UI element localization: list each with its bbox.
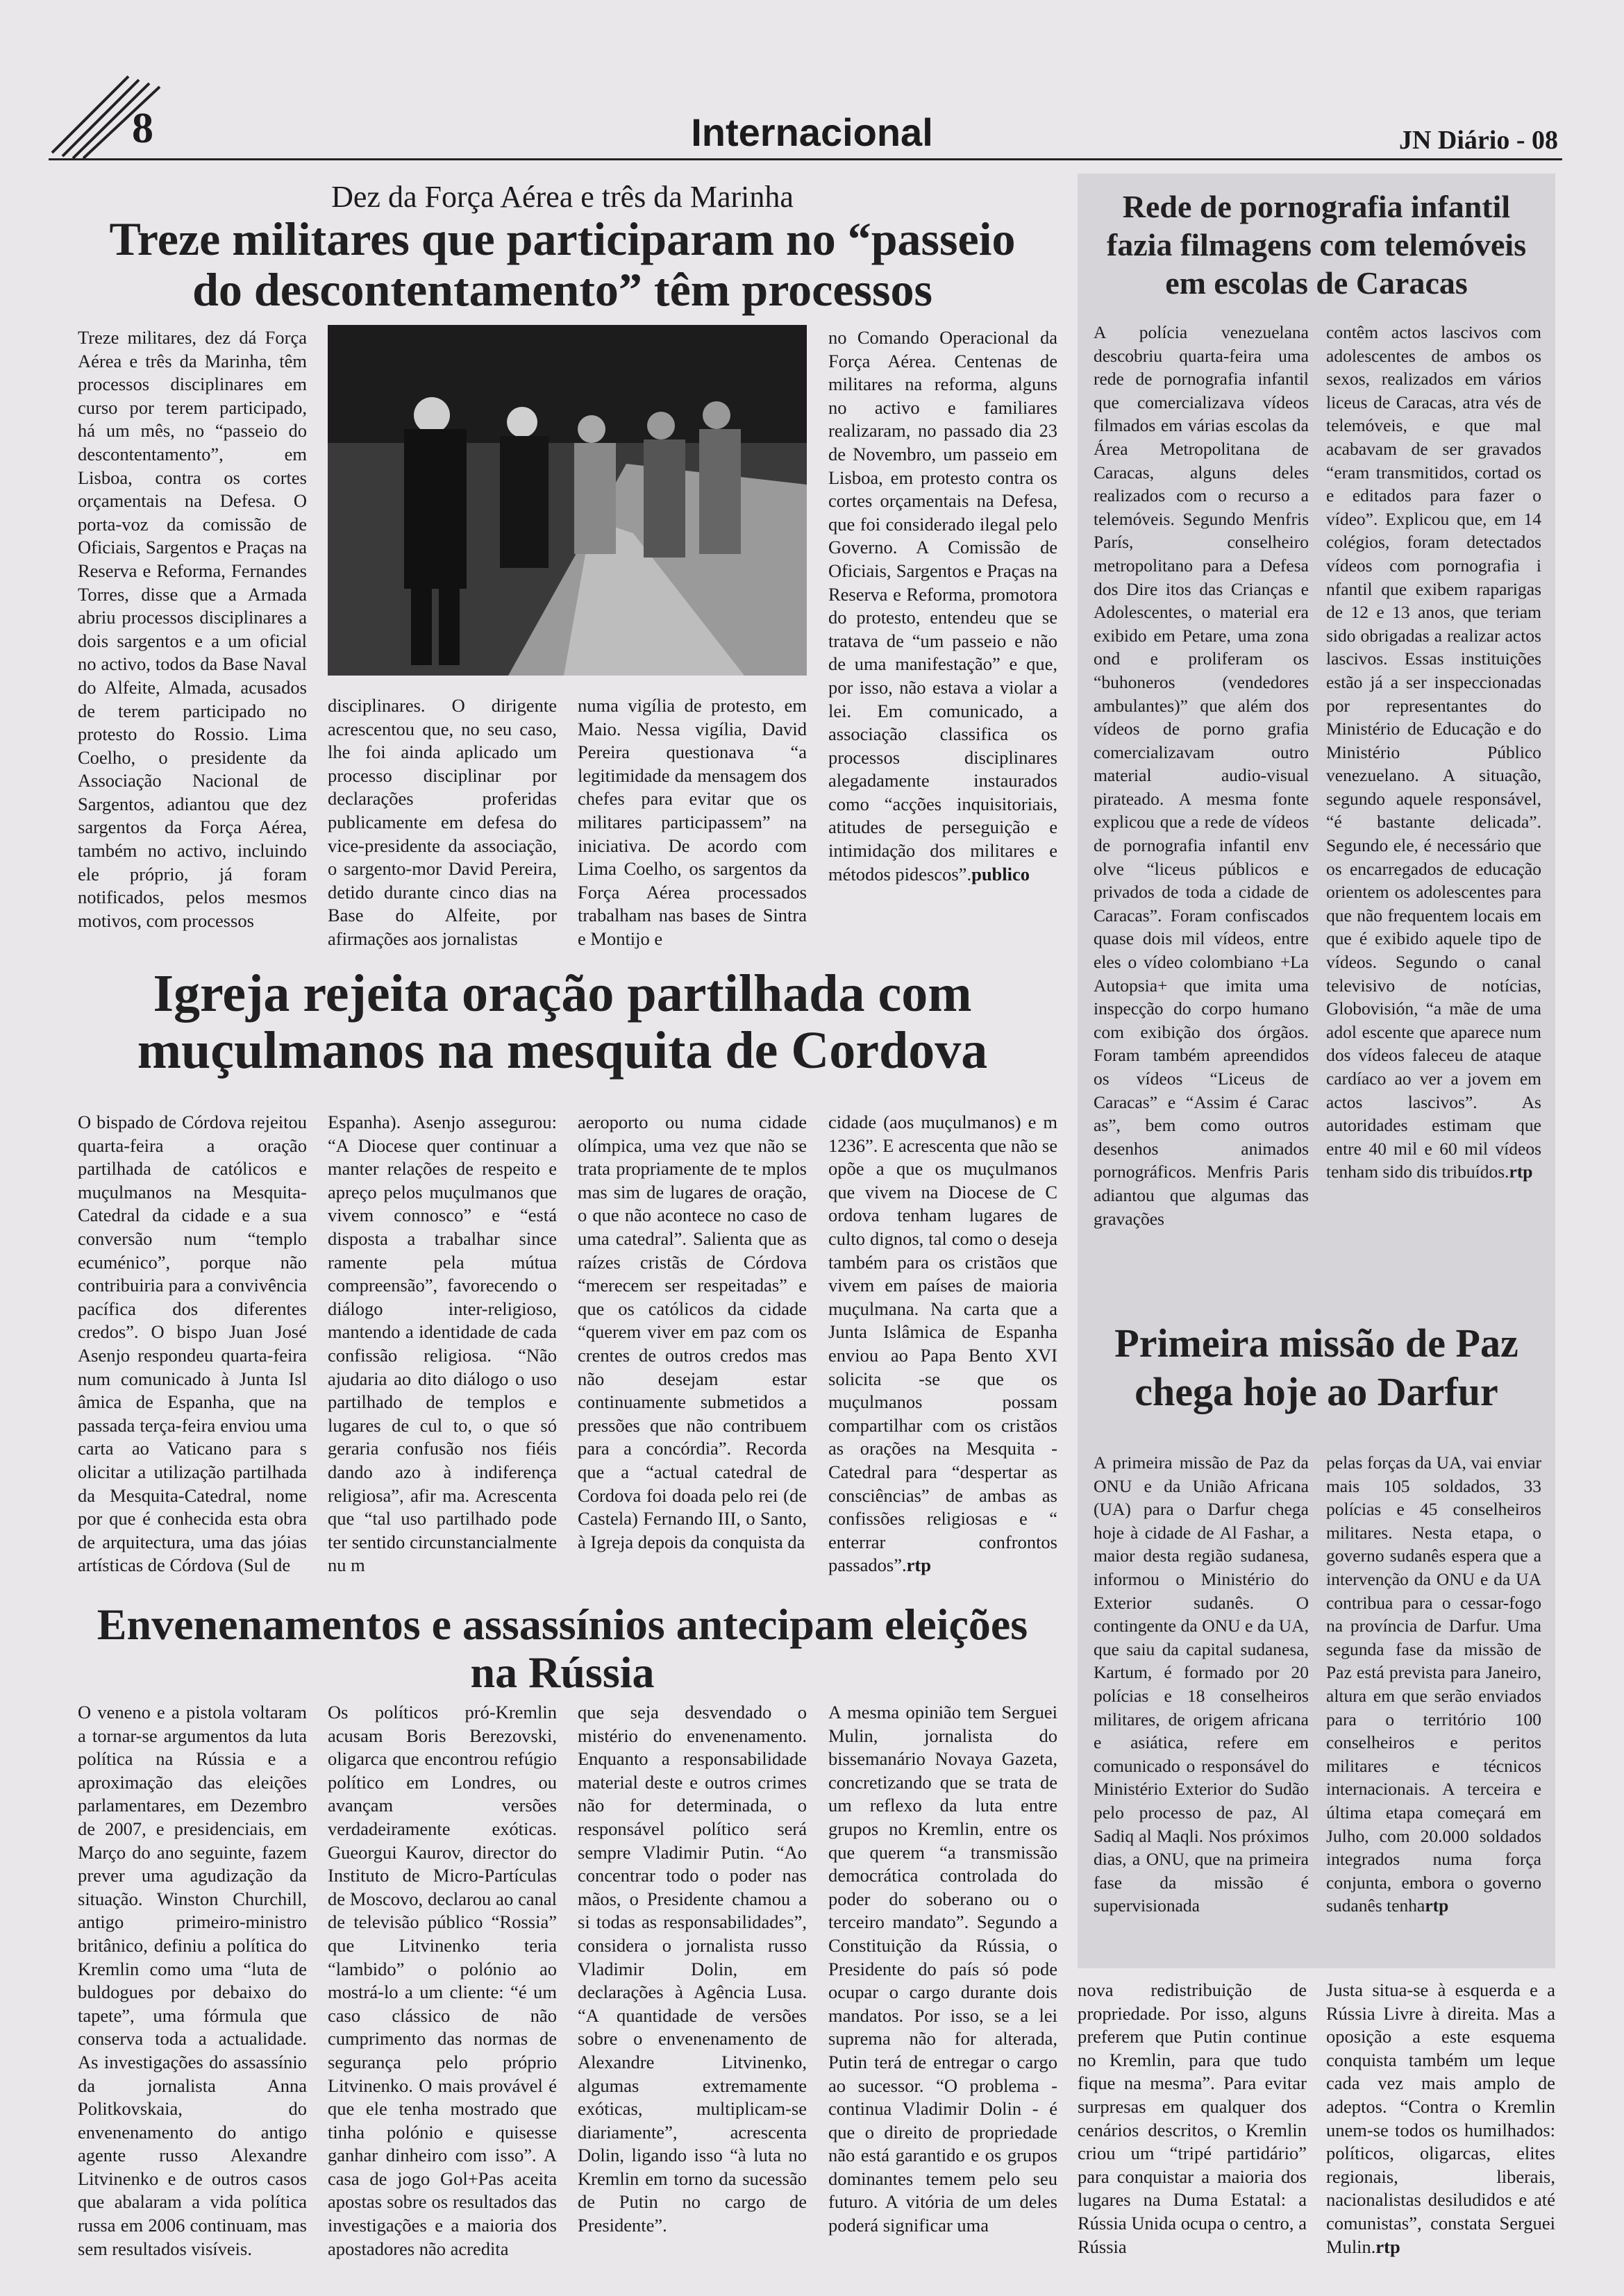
sidebar1-source: rtp (1509, 1162, 1533, 1182)
publication-info: JN Diário - 08 (1398, 126, 1558, 155)
article2-col1: O bispado de Córdova rejeitou quarta-feira a oração partilhada de católicos e muçulmanos na Mesquita-Catedral da cidade e a sua conversão num “templo ecuménico”, porque não contribuiria para a convivência pacífica dos diferentes credos”. O bispo Juan José Asenjo respondeu quarta-feira num comunicado à Junta Isl âmica de Espanha, que na passada terça-feira enviou uma carta ao Vaticano para s olicitar a utilização partilhada da Mesquita-Catedral, nome por que é conhecida esta obra de arquitectura, uma das jóias artísticas de Córdova (Sul de (78, 1112, 307, 1576)
sidebar2-col1: A primeira missão de Paz da ONU e da União Africana (UA) para o Darfur chega hoje à cidade de Al Fashar, a maior desta região sudanesa, informou o Ministério do Exterior sudanês. O contingente da ONU e da UA, que saiu da capital sudanesa, Kartum, é formado por 20 polícias e 18 conselheiros militares, de origem africana e asiática, refere em comunicado o responsável do Ministério Exterior do Sudão pelo processo de paz, Al Sadiq al Maqli. Nos próximos dias, a ONU, que na primeira fase da missão é supervisionada (1094, 1452, 1309, 1916)
article3-source: rtp (1375, 2236, 1400, 2257)
sidebar1-headline: Rede de pornografia infantil fazia filmagens com telemóveis em escolas de Caracas (1106, 189, 1527, 301)
article1-kicker: Dez da Força Aérea e três da Marinha (331, 180, 794, 214)
sidebar2-source: rtp (1425, 1895, 1449, 1916)
article3-headline: Envenenamentos e assassínios antecipam eleições na Rússia (97, 1600, 1028, 1698)
article1-source: publico (971, 863, 1030, 885)
article3-col3: que seja desvendado o mistério do envenenamento. Enquanto a responsabilidade material deste e outros crimes não for determinada, o responsável político será sempre Vladimir Putin. “Ao concentrar todo o poder nas mãos, o Presidente chamou a si todas as responsabilidades”, considera o jornalista russo Vladimir Dolin, em declarações à Agência Lusa. “A quantidade de versões sobre o envenenamento de Alexandre Litvinenko, algumas extremamente exóticas, multiplicam-se diariamente”, acrescenta Dolin, ligando isso “à luta no Kremlin em torno da sucessão de Putin no cargo de Presidente”. (578, 1702, 807, 2236)
article3-col4: A mesma opinião tem Serguei Mulin, jornalista do bissemanário Novaya Gazeta, concretizando que se trata de um reflexo da luta entre grupos no Kremlin, entre os que querem “a transmissão democrática controlada do poder do soberano ou o terceiro mandato”. Segundo a Constituição da Rússia, o Presidente do país só pode ocupar o cargo durante dois mandatos. Por isso, se a lei suprema não for alterada, Putin terá de entregar o cargo ao sucessor. “O problema - continua Vladimir Dolin - é que o direito de propriedade não está garantido e os grupos dominantes temem pelo seu futuro. A vitória de um deles poderá significar uma (828, 1702, 1057, 2236)
article1-headline: Treze militares que participaram no “passeio do descontentamento” têm processos (109, 212, 1016, 317)
article2-col4: cidade (aos muçulmanos) e m 1236”. E acrescenta que não se opõe a que os muçulmanos que vivem na Diocese de C ordova tenham lugares de culto dignos, tal como o deseja também para os cristãos que vivem em países de maioria muçulmana. Na carta que a Junta Islâmica de Espanha enviou ao Papa Bento XVI solicita -se que os muçulmanos possam compartilhar com os cristãos as orações na Mesquita - Catedral para “despertar as consciências” de ambas as confissões religiosas e “ enterrar confrontos passados”.rtp (828, 1112, 1057, 1576)
article2-headline: Igreja rejeita oração partilhada com muçulmanos na mesquita de Cordova (137, 964, 988, 1080)
article3-col2: Os políticos pró-Kremlin acusam Boris Berezovski, oligarca que encontrou refúgio político em Londres, ou avançam versões verdadeiramente exóticas. Gueorgui Kaurov, director do Instituto de Micro-Partículas de Moscovo, declarou ao canal de televisão público “Rossia” que Litvinenko teria “lambido” o polónio ao mostrá-lo a um cliente: “é um caso clássico de não cumprimento das normas de segurança pelo próprio Litvinenko. O mais provável é que ele tenha mostrado que tinha polónio e quisesse ganhar dinheiro com isso”. A casa de jogo Gol+Pas aceita apostas sobre os resultados das investigações e a maioria dos apostadores não acredita (328, 1702, 557, 2259)
article3-col6: Justa situa-se à esquerda e a Rússia Livre à direita. Mas a oposição a este esquema conquista também um leque cada vez mais amplo de adeptos. “Contra o Kremlin unem-se todos os humilhados: políticos, oligarcas, elites regionais, liberais, nacionalistas desiludidos e até comunistas”, constata Serguei Mulin.rtp (1326, 1979, 1555, 2257)
article3-col5: nova redistribuição de propriedade. Por isso, alguns preferem que Putin continue no Kremlin, para que tudo fique na mesma”. Para evitar surpresas em qualquer dos cenários descritos, o Kremlin criou um “tripé partidário” para conquistar a maioria dos lugares na Duma Estatal: a Rússia Unida ocupa o centro, a Rússia (1078, 1979, 1307, 2257)
article2-col3: aeroporto ou numa cidade olímpica, uma vez que não se trata propriamente de te mplos mas sim de lugares de oração, o que não acontece no caso de uma catedral”. Salienta que as raízes cristãs de Córdova “merecem ser respeitadas” e que os católicos da cidade “querem viver em paz com os crentes de outros credos mas não desejam estar continuamente submetidos a pressões que não contribuem para a concórdia”. Recorda que a “actual catedral de Cordova foi doada pelo rei (de Castela) Fernando III, o Santo, à Igreja depois da conquista da (578, 1112, 807, 1552)
page-number: 8 (132, 105, 153, 152)
article2-col2: Espanha). Asenjo assegurou: “A Diocese quer continuar a manter relações de respeito e apreço pelos muçulmanos que vivem connosco” e “está disposta a trabalhar since ramente pela mútua compreensão”, favorecendo o diálogo inter-religioso, mantendo a identidade de cada confissão religiosa. “Não ajudaria ao dito diálogo o uso partilhado de templos e lugares de cul to, o que só geraria confusão nos fiéis dando azo à indiferença religiosa”, afir ma. Acrescenta que “tal uso partilhado pode ter sentido circunstancialmente nu m (328, 1112, 557, 1576)
sidebar2-headline: Primeira missão de Paz chega hoje ao Darfur (1114, 1321, 1518, 1414)
article1-photo (328, 325, 807, 676)
article1-col1: Treze militares, dez dá Força Aérea e três da Marinha, têm processos disciplinares em curso por terem participado, há um mês, no “passeio do descontentamento”, em Lisboa, contra os cortes orçamentais na Defesa. O porta-voz da comissão de Oficiais, Sargentos e Praças na Reserva e Reforma, Fernandes Torres, disse que a Armada abriu processos disciplinares a dois sargentos e a um oficial no activo, todos da Base Naval do Alfeite, Almada, acusados de terem participado no protesto do Rossio. Lima Coelho, o presidente da Associação Nacional de Sargentos, adiantou que dez sargentos da Força Aérea, também no activo, incluindo ele próprio, já foram notificados, pelos mesmos motivos, com processos (78, 327, 307, 931)
article1-col3: numa vigília de protesto, em Maio. Nessa vigília, David Pereira questionava “a legitimidade da mensagem dos chefes para evitar que os militares participassem” na iniciativa. De acordo com Lima Coelho, os sargentos da Força Aérea processados trabalham nas bases de Sintra e Montijo e (578, 695, 807, 949)
sidebar1-col2: contêm actos lascivos com adolescentes de ambos os sexos, realizados em vários liceus de Caracas, atra vés de telemóveis, e que mal acabavam de ser gravados “eram transmitidos, cortad os e editados para fazer o vídeo”. Explicou que, em 14 colégios, foram detectados vídeos com pornografia i nfantil que exibem raparigas de 12 e 13 anos, que teriam sido obrigadas a realizar actos lascivos. Essas instituições estão já a ser inspeccionadas por representantes do Ministério de Educação e do Ministério Público venezuelano. A situação, segundo aquele responsável, “é bastante delicada”. Segundo ele, é necessário que os encarregados de educação orientem os adolescentes para que não frequentem locais em que é exibido aquele tipo de vídeos. Segundo o canal televisivo de notícias, Globovisión, “a mãe de uma adol escente que aparece num dos vídeos faleceu de ataque cardíaco ao ver a jovem em actos lascivos”. As autoridades estimam que entre 40 mil e 60 mil vídeos tenham sido dis tribuídos.rtp (1326, 322, 1541, 1182)
article1-col4: no Comando Operacional da Força Aérea. Centenas de militares na reforma, alguns no activo e familiares realizaram, no passado dia 23 de Novembro, um passeio em Lisboa, em protesto contra os cortes orçamentais na Defesa, que foi considerado ilegal pelo Governo. A Comissão de Oficiais, Sargentos e Praças na Reserva e Reforma, promotora do protesto, entendeu que se tratava de “um passeio e não de uma manifestação” e que, por isso, não estava a violar a lei. Em comunicado, a associação classifica os processos disciplinares alegadamente instaurados como “acções inquisitoriais, atitudes de perseguição e intimidação dos militares e métodos pidescos”.publico (828, 327, 1057, 885)
sidebar2-col2: pelas forças da UA, vai enviar mais 105 soldados, 33 polícias e 45 conselheiros militares. Nesta etapa, o governo sudanês espera que a intervenção da ONU e da UA contribua para o cessar-fogo na província de Darfur. Uma segunda fase da missão de Paz está prevista para Janeiro, altura em que serão enviados para o território 100 conselheiros e peritos militares e técnicos internacionais. A terceira e última etapa começará em Julho, com 20.000 soldados integrados numa força conjunta, embora o governo sudanês tenhartp (1326, 1452, 1541, 1916)
sidebar1-col1: A polícia venezuelana descobriu quarta-feira uma rede de pornografia infantil que comercializava vídeos filmados em várias escolas da Área Metropolitana de Caracas, alguns deles realizados com o recurso a telemóveis. Segundo Menfris París, conselheiro metropolitano para a Defesa dos Dire itos das Crianças e Adolescentes, o material era exibido em Petare, uma zona ond e proliferam os “buhoneros (vendedores ambulantes)” que além dos vídeos de porno grafia comercializavam outro material audio-visual pirateado. A mesma fonte explicou que a rede de vídeos de pornografia infantil env olve “liceus públicos e privados de toda a cidade de Caracas”. Foram confiscados quase dois mil vídeos, entre eles o vídeo colombiano +La Autopsia+ que imita uma inspecção do corpo humano com exibição dos órgãos. Foram também apreendidos os vídeos “Liceus de Caracas” e “Assim é Carac as”, bem como outros desenhos animados pornográficos. Menfris Paris adiantou que algumas das gravações (1094, 322, 1309, 1229)
section-title: Internacional (691, 110, 933, 154)
article1-col2: disciplinares. O dirigente acrescentou que, no seu caso, lhe foi ainda aplicado um processo disciplinar por declarações proferidas publicamente em defesa do vice-presidente da associação, o sargento-mor David Pereira, detido durante cinco dias na Base do Alfeite, por afirmações aos jornalistas (328, 695, 557, 949)
article2-source: rtp (906, 1555, 931, 1576)
article3-col1: O veneno e a pistola voltaram a tornar-se argumentos da luta política na Rússia e a aproximação das eleições parlamentares, em Dezembro de 2007, e presidenciais, em Março do ano seguinte, fazem prever uma agudização da situação. Winston Churchill, antigo primeiro-ministro britânico, definiu a política do Kremlin como uma “luta de buldogues por debaixo do tapete”, uma fórmula que conserva toda a actualidade. As investigações do assassínio da jornalista Anna Politkovskaia, do envenenamento do antigo agente russo Alexandre Litvinenko e de outros casos que abalaram a vida política russa em 2006 continuam, mas sem resultados visíveis. (78, 1702, 307, 2259)
header-rule (49, 158, 1562, 160)
